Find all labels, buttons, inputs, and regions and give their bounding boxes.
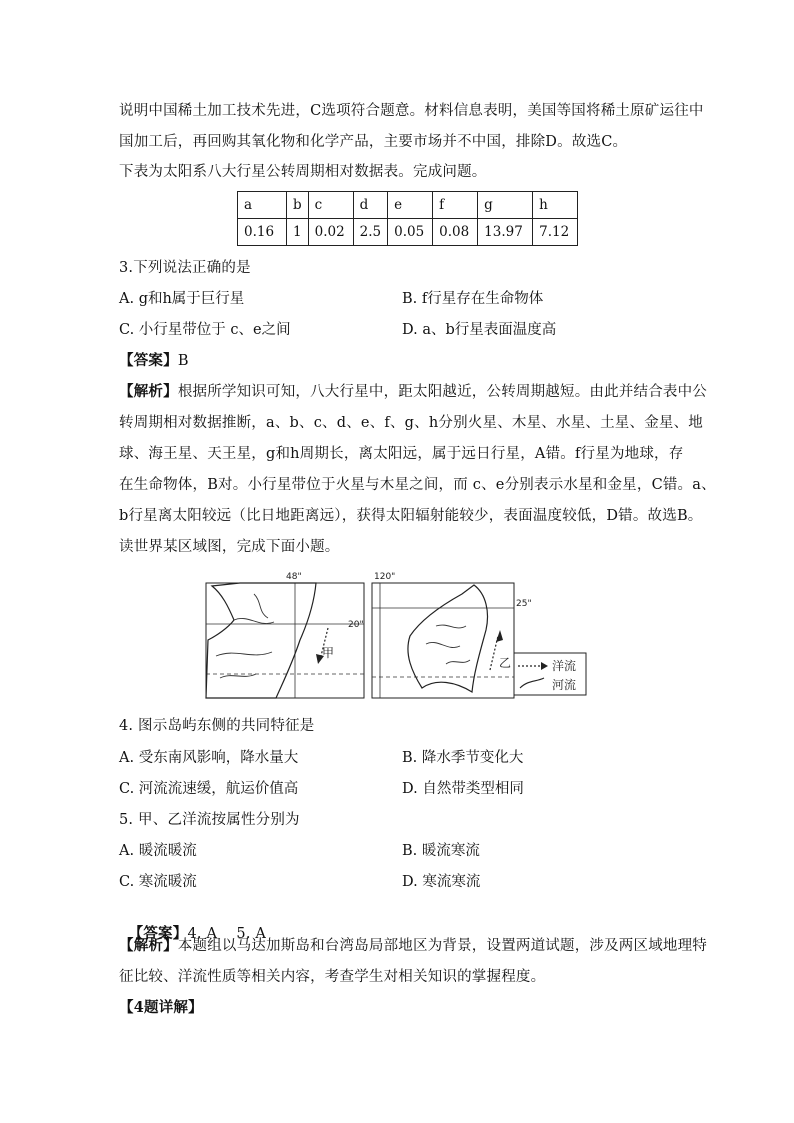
option-a: A. 暖流暖流 <box>119 843 197 859</box>
map-intro: 读世界某区域图，完成下面小题。 <box>119 539 340 555</box>
analysis-line: 球、海王星、天王星，g和h周期长，离太阳远，属于远日行星，A错。f行星为地球，存 <box>119 446 684 462</box>
question-stem: 3.下列说法正确的是 <box>119 260 251 276</box>
option-c: C. 寒流暖流 <box>119 874 197 890</box>
option-d: D. 寒流寒流 <box>402 874 481 890</box>
analysis-line <box>119 936 708 956</box>
table-cell: f <box>433 192 478 219</box>
answer-value: 4. A 5. A <box>187 926 267 942</box>
analysis-line: 转周期相对数据推断，a、b、c、d、e、f、g、h分别火星、木星、水星、土星、金星、地 <box>119 415 703 431</box>
option-c: C. 小行星带位于 c、e之间 <box>119 322 291 338</box>
analysis-tag: 【解析】 <box>119 937 178 954</box>
table-cell: h <box>533 192 578 219</box>
table-header-row <box>238 192 578 219</box>
paragraph-line: 说明中国稀土加工技术先进，C选项符合题意。材料信息表明，美国等国将稀土原矿运往中 <box>119 103 704 119</box>
table-cell: 0.05 <box>388 219 433 246</box>
table-cell: 2.5 <box>353 219 387 246</box>
left-latitude-label: 20" <box>348 620 364 630</box>
option-d: D. 自然带类型相同 <box>402 781 524 797</box>
detail-heading: 【4题详解】 <box>119 999 203 1016</box>
analysis-line: 在生命物体，B对。小行星带位于火星与木星之间，而 c、e分别表示水星和金星，C错。a、 <box>119 477 716 493</box>
answer-tag: 【答案】 <box>119 352 178 369</box>
option-a: A. g和h属于巨行星 <box>119 291 245 307</box>
table-cell: e <box>388 192 433 219</box>
answer-tag: 【答案】 <box>128 925 188 942</box>
option-b: B. 降水季节变化大 <box>402 750 524 766</box>
answer-value: B <box>177 353 189 369</box>
option-b: B. f行星存在生命物体 <box>402 291 544 307</box>
analysis-line: 征比较、洋流性质等相关内容，考查学生对相关知识的掌握程度。 <box>119 969 546 985</box>
table-cell: 0.16 <box>238 219 287 246</box>
analysis-text: 根据所学知识可知，八大行星中，距太阳越近，公转周期越短。由此并结合表中公 <box>177 384 708 400</box>
table-cell: 1 <box>287 219 309 246</box>
option-a: A. 受东南风影响，降水量大 <box>119 750 299 766</box>
table-cell: b <box>287 192 309 219</box>
right-longitude-label: 120" <box>374 572 396 582</box>
question-stem: 5. 甲、乙洋流按属性分别为 <box>119 812 300 828</box>
option-c: C. 河流流速缓，航运价值高 <box>119 781 299 797</box>
analysis-line <box>119 382 708 402</box>
option-b: B. 暖流寒流 <box>402 843 480 859</box>
left-map <box>206 583 364 698</box>
table-cell: 0.08 <box>433 219 478 246</box>
analysis-line: b行星离太阳较远（比日地距离远），获得太阳辐射能较少，表面温度较低，D错。故选B。 <box>119 508 703 524</box>
table-cell: 7.12 <box>533 219 578 246</box>
analysis-tag: 【解析】 <box>119 383 178 400</box>
table-cell: d <box>353 192 387 219</box>
left-longitude-label: 48" <box>286 572 302 582</box>
question-stem: 4. 图示岛屿东侧的共同特征是 <box>119 718 315 734</box>
table-cell: a <box>238 192 287 219</box>
table-cell: 13.97 <box>478 219 533 246</box>
analysis-text: 本题组以马达加斯岛和台湾岛局部地区为背景，设置两道试题，涉及两区域地理特 <box>177 938 708 954</box>
option-d: D. a、b行星表面温度高 <box>402 322 557 338</box>
legend-river-label: 河流 <box>552 678 577 692</box>
table-intro: 下表为太阳系八大行星公转周期相对数据表。完成问题。 <box>119 164 487 180</box>
table-cell: 0.02 <box>308 219 353 246</box>
region-map-figure <box>200 568 590 703</box>
current-yi-label: 乙 <box>499 656 512 670</box>
legend-current-label: 洋流 <box>552 659 577 673</box>
table-cell: g <box>478 192 533 219</box>
right-latitude-label: 25" <box>516 599 532 609</box>
table-value-row <box>238 219 578 246</box>
answer-line <box>119 351 689 371</box>
planet-period-table <box>237 191 578 246</box>
current-jia-label: 甲 <box>322 646 335 660</box>
table-cell: c <box>308 192 353 219</box>
paragraph-line: 国加工后，再回购其氧化物和化学产品，主要市场并不中国，排除D。故选C。 <box>119 134 628 150</box>
